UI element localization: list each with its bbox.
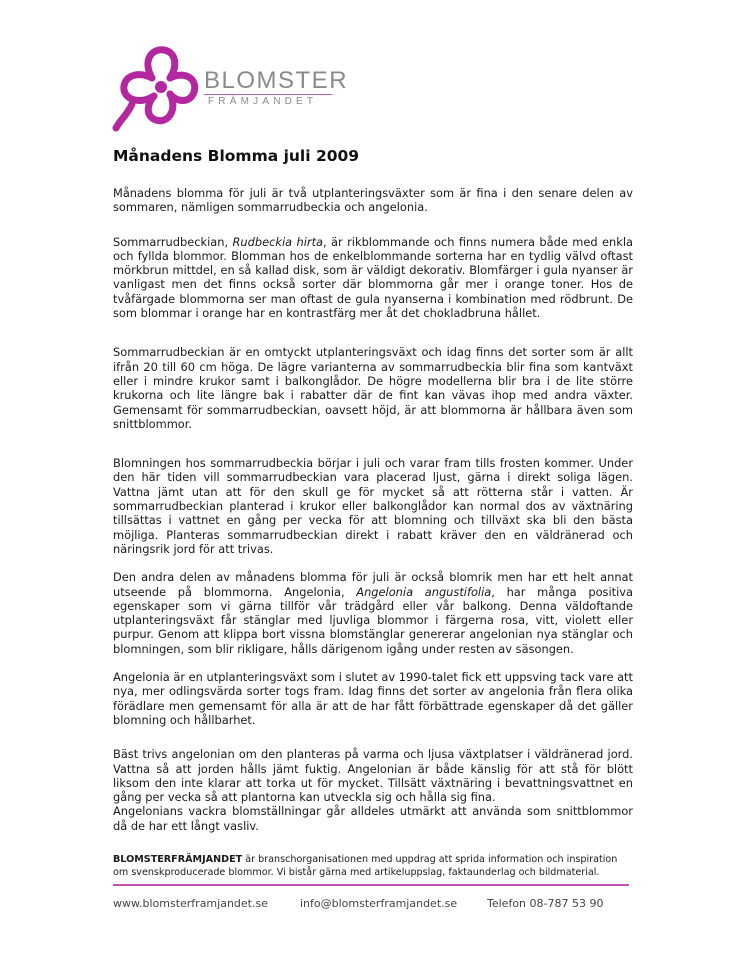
article-body xyxy=(113,186,633,833)
footer-text: är branschorganisationen med uppdrag att sprida information och inspiration om svenskproducerade blommor. Vi bistår gärna med artikeluppslag, faktaunderlag och bildmaterial. xyxy=(113,854,618,878)
paragraph-rudbeckia-usage: Sommarrudbeckian är en omtyckt utplanteringsväxt och idag finns det sorter som är allt ifrån 20 till 60 cm höga. De lägre varianterna av sommarrudbeckia blir fina som kantväxt eller i mindre krukor samt i balkonglådor. De högre modellerna blir bra i de lite större krukorna och lite längre bak i rabatter där de fint kan vävas ihop med andra växter. Gemensamt för sommarrudbeckian, oavsett höjd, är att blommorna är hållbara även som snittblommor. xyxy=(113,345,633,431)
flower-logo-icon xyxy=(112,42,204,134)
footer-description xyxy=(113,853,633,879)
footer-org-name: BLOMSTERFRÄMJANDET xyxy=(113,854,243,865)
text-run: , har många positiva egenskaper som vi gärna tillför vår trädgård eller vår balkong. Denna väldoftande utplanteringsväxt får stänglar med ljuvliga blommor i färgerna rosa, vitt, violett eller purpur. Genom att klippa bort vissna blomstänglar genererar angelonian nya stänglar och blomningen, som blir rikligare, hålls därigenom igång under resten av säsongen. xyxy=(113,584,634,656)
page-title: Månadens Blomma juli 2009 xyxy=(113,147,360,165)
paragraph-rudbeckia-care: Blomningen hos sommarrudbeckia börjar i juli och varar fram tills frosten kommer. Under den här tiden vill sommarrudbeckian vara placerad ljust, gärna i direkt soliga lägen. Vattna jämt utan att för den skull ge för mycket så att rötterna står i vatten. Är sommarrudbeckian planterad i krukor eller balkonglådor kan normal dos av växtnäring tillsättas i vattnet en gång per vecka för att blomning och tillväxt ska bli den bästa möjliga. Planteras sommarrudbeckian direkt i rabatt kräver den en väldränerad och näringsrik jord för att trivas. xyxy=(113,456,633,556)
paragraph-angelonia-history: Angelonia är en utplanteringsväxt som i slutet av 1990-talet fick ett uppsving tack vare att nya, mer odlingsvärda sorter togs fram. Idag finns det sorter av angelonia från flera olika förädlare men gemensamt för alla är att de har fått förbättrade egenskaper då det gäller blomning och hållbarhet. xyxy=(113,670,633,727)
email-link[interactable]: info@blomsterframjandet.se xyxy=(300,897,458,910)
footer-divider xyxy=(113,884,629,886)
brand-subtitle: FRÄMJANDET xyxy=(208,96,318,107)
paragraph-angelonia-care: Bäst trivs angelonian om den planteras på varma och ljusa växtplatser i väldränerad jord. Vattna så att jorden hålls jämt fuktig. Angelonian är både känslig för att stå för blött liksom den inte klarar att torka ut för mycket. Tillsätt växtnäring i bevattningsvattnet en gång per vecka så att plantorna kan utveckla sig och hålla sig fina. xyxy=(113,747,633,805)
logo xyxy=(112,42,349,132)
latin-name: Rudbeckia hirta xyxy=(232,234,324,249)
paragraph-rudbeckia-description xyxy=(113,235,633,321)
text-run: Sommarrudbeckian, xyxy=(113,234,233,249)
paragraph-intro: Månadens blomma för juli är två utplanteringsväxter som är fina i den senare delen av sommaren, nämligen sommarrudbeckia och angelonia. xyxy=(113,186,633,215)
text-run: , är rikblommande och finns numera både med enkla och fyllda blommor. Blomman hos de enkelblommande sorterna har en tydlig välvd oftast mörkbrun mittdel, en så kallad disk, som är väldigt dekorativ. Blomfärger i gula nyanser är vanligast men det finns också sorter där blommorna går mer i orange toner. Hos de tvåfärgade blommorna ser man oftast de gula nyanserna i kombination med rödbrunt. De som blommar i orange har en kontrastfärg mer åt det chokladbruna hållet. xyxy=(113,234,633,321)
phone-number: Telefon 08-787 53 90 xyxy=(487,897,604,910)
text-run: Den andra delen av månadens blomma för juli är också blomrik men har ett helt annat utseende på blommorna. Angelonia, xyxy=(113,570,633,599)
website-link[interactable]: www.blomsterframjandet.se xyxy=(113,897,268,910)
brand-name: BLOMSTER xyxy=(204,67,349,94)
paragraph-angelonia-description xyxy=(113,570,633,656)
paragraph-angelonia-cut-flowers: Angelonians vackra blomställningar går alldeles utmärkt att använda som snittblommor då de har ett långt vasliv. xyxy=(113,804,633,833)
latin-name: Angelonia angustifolia xyxy=(356,584,492,599)
brand-underline xyxy=(204,94,332,95)
